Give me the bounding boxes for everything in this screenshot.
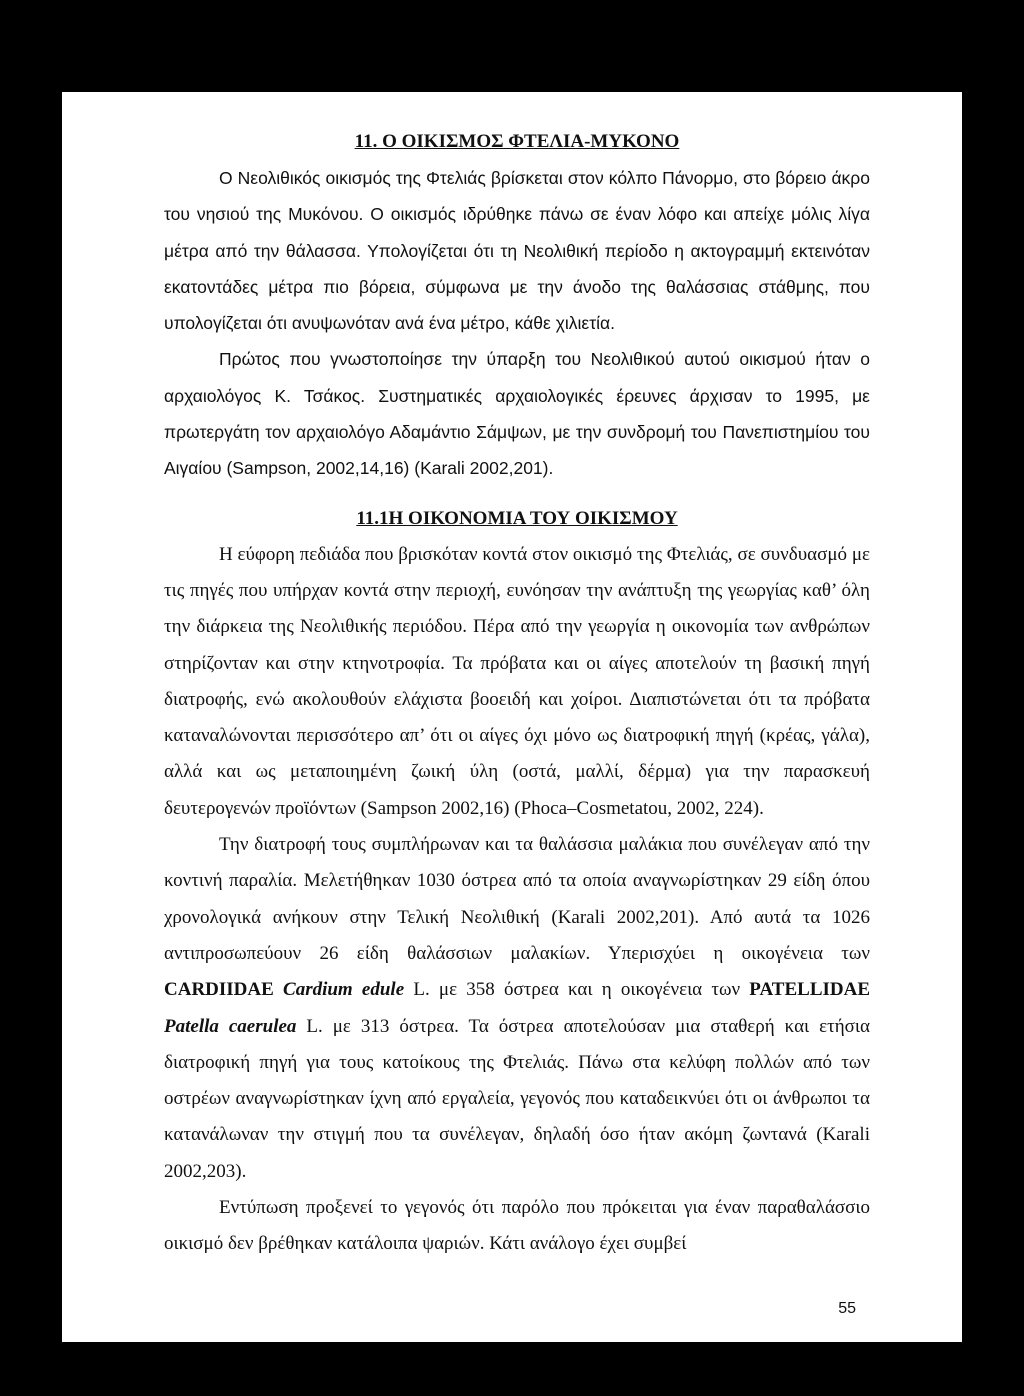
family-patellidae: PATELLIDAE	[749, 979, 871, 1001]
shells-text-part1: Την διατροφή τους συμπλήρωναν και τα θαλάσσια μαλάκια που συνέλεγαν από την κοντινή παραλία. Μελετήθηκαν 1030 όστρεα από τα οποία αναγνωρίστηκαν 29 είδη όπου χρονολογικά ανήκουν στην Τελική Νεολιθική (Karali 2002,201). Από αυτά τα 1026 αντιπροσωπεύουν 26 είδη θαλάσσιων μαλακίων. Υπερισχύει η οικογένεια των	[164, 834, 870, 964]
shells-text-part3: L. με 313 όστρεα. Τα όστρεα αποτελούσαν μια σταθερή και ετήσια διατροφική πηγή για τους κατοίκους της Φτελιάς. Πάνω στα κελύφη πολλών από των οστρέων αναγνωρίστηκαν ίχνη από εργαλεία, γεγονός που καταδεικνύει ότι οι άνθρωποι τα κατανάλωναν την στιγμή που τα συνέλεγαν, δηλαδή όσο ήταν ακόμη ζωντανά (Karali 2002,203).	[164, 1015, 870, 1182]
shells-text-part2: L. με 358 όστρεα και η οικογένεια των	[404, 979, 750, 1001]
economy-paragraph: Η εύφορη πεδιάδα που βρισκόταν κοντά στον οικισμό της Φτελιάς, σε συνδυασμό με τις πηγές που υπήρχαν κοντά στην περιοχή, ευνόησαν την ανάπτυξη της γεωργίας καθ’ όλη την διάρκεια της Νεολιθικής περιόδου. Πέρα από την γεωργία η οικονομία των ανθρώπων στηρίζονταν και στην κτηνοτροφία. Τα πρόβατα και οι αίγες αποτελούν τη βασική πηγή διατροφής, ενώ ακολουθούν ελάχιστα βοοειδή και χοίροι. Διαπιστώνεται ότι τα πρόβατα καταναλώνονται περισσότερο απ’ ότι οι αίγες όχι μόνο ως διατροφική πηγή (κρέας, γάλα), αλλά και ως μεταποιημένη ζωική ύλη (οστά, μαλλί, δέρμα) για την παρασκευή δευτερογενών προϊόντων (Sampson 2002,16) (Phoca–Cosmetatou, 2002, 224).	[164, 543, 870, 819]
family-cardiidae: CARDIIDAE	[164, 979, 274, 1001]
document-page	[62, 92, 962, 1342]
section-title: 11. Ο ΟΙΚΙΣΜΟΣ ΦΤΕΛΙΑ-ΜΥΚΟΝΟ	[354, 131, 680, 152]
shells-paragraph	[164, 827, 870, 1190]
intro-paragraph-1: Ο Νεολιθικός οικισμός της Φτελιάς βρίσκεται στον κόλπο Πάνορμο, στο βόρειο άκρο του νησιού της Μυκόνου. Ο οικισμός ιδρύθηκε πάνω σε έναν λόφο και απείχε μόλις λίγα μέτρα από την θάλασσα. Υπολογίζεται ότι τη Νεολιθική περίοδο η ακτογραμμή εκτεινόταν εκατοντάδες μέτρα πιο βόρεια, σύμφωνα με την άνοδο της θαλάσσιας στάθμης, που υπολογίζεται ότι ανυψωνόταν ανά ένα μέτρο, κάθε χιλιετία.	[164, 168, 870, 334]
page-content	[164, 124, 870, 1263]
species-patella-caerulea: Patella caerulea	[164, 1015, 297, 1037]
intro-paragraph-2: Πρώτος που γνωστοποίησε την ύπαρξη του Νεολιθικού αυτού οικισμού ήταν ο αρχαιολόγος Κ. Τσάκος. Συστηματικές αρχαιολογικές έρευνες άρχισαν το 1995, με πρωτεργάτη τον αρχαιολόγο Αδαμάντιο Σάμψων, με την συνδρομή του Πανεπιστημίου του Αιγαίου (Sampson, 2002,14,16) (Karali 2002,201).	[164, 349, 870, 479]
species-cardium-edule: Cardium edule	[283, 979, 405, 1001]
page-number: 55	[838, 1300, 856, 1317]
final-paragraph: Εντύπωση προξενεί το γεγονός ότι παρόλο που πρόκειται για έναν παραθαλάσσιο οικισμό δεν βρέθηκαν κατάλοιπα ψαριών. Κάτι ανάλογο έχει συμβεί	[164, 1197, 870, 1255]
subsection-title: 11.1Η ΟΙΚΟΝΟΜΙΑ ΤΟΥ ΟΙΚΙΣΜΟΥ	[356, 507, 678, 529]
